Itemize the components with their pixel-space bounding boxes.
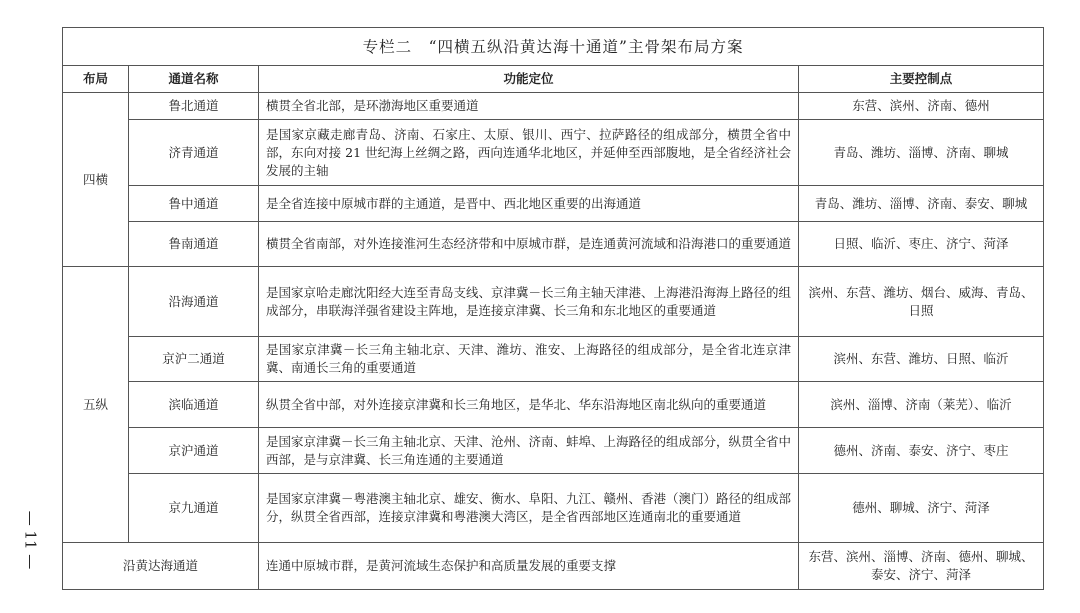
channel-function: 横贯全省南部，对外连接淮河生态经济带和中原城市群，是连通黄河流域和沿海港口的重要通道 <box>259 222 799 267</box>
channel-name: 京沪通道 <box>129 428 259 474</box>
channel-points: 青岛、潍坊、淄博、济南、泰安、聊城 <box>799 186 1044 222</box>
channel-name: 鲁北通道 <box>129 93 259 120</box>
table-row <box>63 93 1044 120</box>
table-row <box>63 428 1044 474</box>
table-row <box>63 337 1044 382</box>
channel-function: 纵贯全省中部，对外连接京津冀和长三角地区，是华北、华东沿海地区南北纵向的重要通道 <box>259 382 799 428</box>
table-row <box>63 382 1044 428</box>
table-row <box>63 267 1044 337</box>
channel-function: 是国家京津冀－长三角主轴北京、天津、沧州、济南、蚌埠、上海路径的组成部分，纵贯全省中西部，是与京津冀、长三角连通的主要通道 <box>259 428 799 474</box>
header-name: 通道名称 <box>129 66 259 93</box>
table-row <box>63 120 1044 186</box>
channel-function: 横贯全省北部，是环渤海地区重要通道 <box>259 93 799 120</box>
channel-name: 鲁中通道 <box>129 186 259 222</box>
table-row <box>63 543 1044 590</box>
table-title: 专栏二 “四横五纵沿黄达海十通道”主骨架布局方案 <box>63 28 1044 66</box>
channel-name: 京九通道 <box>129 474 259 543</box>
channel-points: 滨州、东营、潍坊、日照、临沂 <box>799 337 1044 382</box>
group-sihêng: 四横 <box>63 93 129 267</box>
channel-points: 德州、济南、泰安、济宁、枣庄 <box>799 428 1044 474</box>
channel-name: 沿黄达海通道 <box>63 543 259 590</box>
channel-points: 滨州、东营、潍坊、烟台、威海、青岛、日照 <box>799 267 1044 337</box>
channel-points: 日照、临沂、枣庄、济宁、菏泽 <box>799 222 1044 267</box>
channel-name: 滨临通道 <box>129 382 259 428</box>
header-points: 主要控制点 <box>799 66 1044 93</box>
page-number: — 11 — <box>21 510 39 570</box>
table-row <box>63 474 1044 543</box>
channel-name: 济青通道 <box>129 120 259 186</box>
channel-function: 是全省连接中原城市群的主通道，是晋中、西北地区重要的出海通道 <box>259 186 799 222</box>
layout-table <box>62 27 1044 590</box>
header-layout: 布局 <box>63 66 129 93</box>
channel-points: 东营、滨州、淄博、济南、德州、聊城、泰安、济宁、菏泽 <box>799 543 1044 590</box>
channel-function: 连通中原城市群，是黄河流域生态保护和高质量发展的重要支撑 <box>259 543 799 590</box>
group-wuzong: 五纵 <box>63 267 129 543</box>
channel-name: 京沪二通道 <box>129 337 259 382</box>
channel-name: 鲁南通道 <box>129 222 259 267</box>
channel-points: 滨州、淄博、济南（莱芜）、临沂 <box>799 382 1044 428</box>
channel-name: 沿海通道 <box>129 267 259 337</box>
channel-points: 德州、聊城、济宁、菏泽 <box>799 474 1044 543</box>
table-row <box>63 222 1044 267</box>
channel-points: 青岛、潍坊、淄博、济南、聊城 <box>799 120 1044 186</box>
channel-function: 是国家京津冀－长三角主轴北京、天津、潍坊、淮安、上海路径的组成部分，是全省北连京津冀、南通长三角的重要通道 <box>259 337 799 382</box>
channel-points: 东营、滨州、济南、德州 <box>799 93 1044 120</box>
channel-function: 是国家京津冀－粤港澳主轴北京、雄安、衡水、阜阳、九江、赣州、香港（澳门）路径的组成部分，纵贯全省西部，连接京津冀和粤港澳大湾区，是全省西部地区连通南北的重要通道 <box>259 474 799 543</box>
channel-function: 是国家京哈走廊沈阳经大连至青岛支线、京津冀－长三角主轴天津港、上海港沿海海上路径的组成部分，串联海洋强省建设主阵地，是连接京津冀、长三角和东北地区的重要通道 <box>259 267 799 337</box>
table-row <box>63 186 1044 222</box>
channel-function: 是国家京藏走廊青岛、济南、石家庄、太原、银川、西宁、拉萨路径的组成部分，横贯全省中部，东向对接 21 世纪海上丝绸之路，西向连通华北地区，并延伸至西部腹地，是全省经济社会发展的主轴 <box>259 120 799 186</box>
header-function: 功能定位 <box>259 66 799 93</box>
